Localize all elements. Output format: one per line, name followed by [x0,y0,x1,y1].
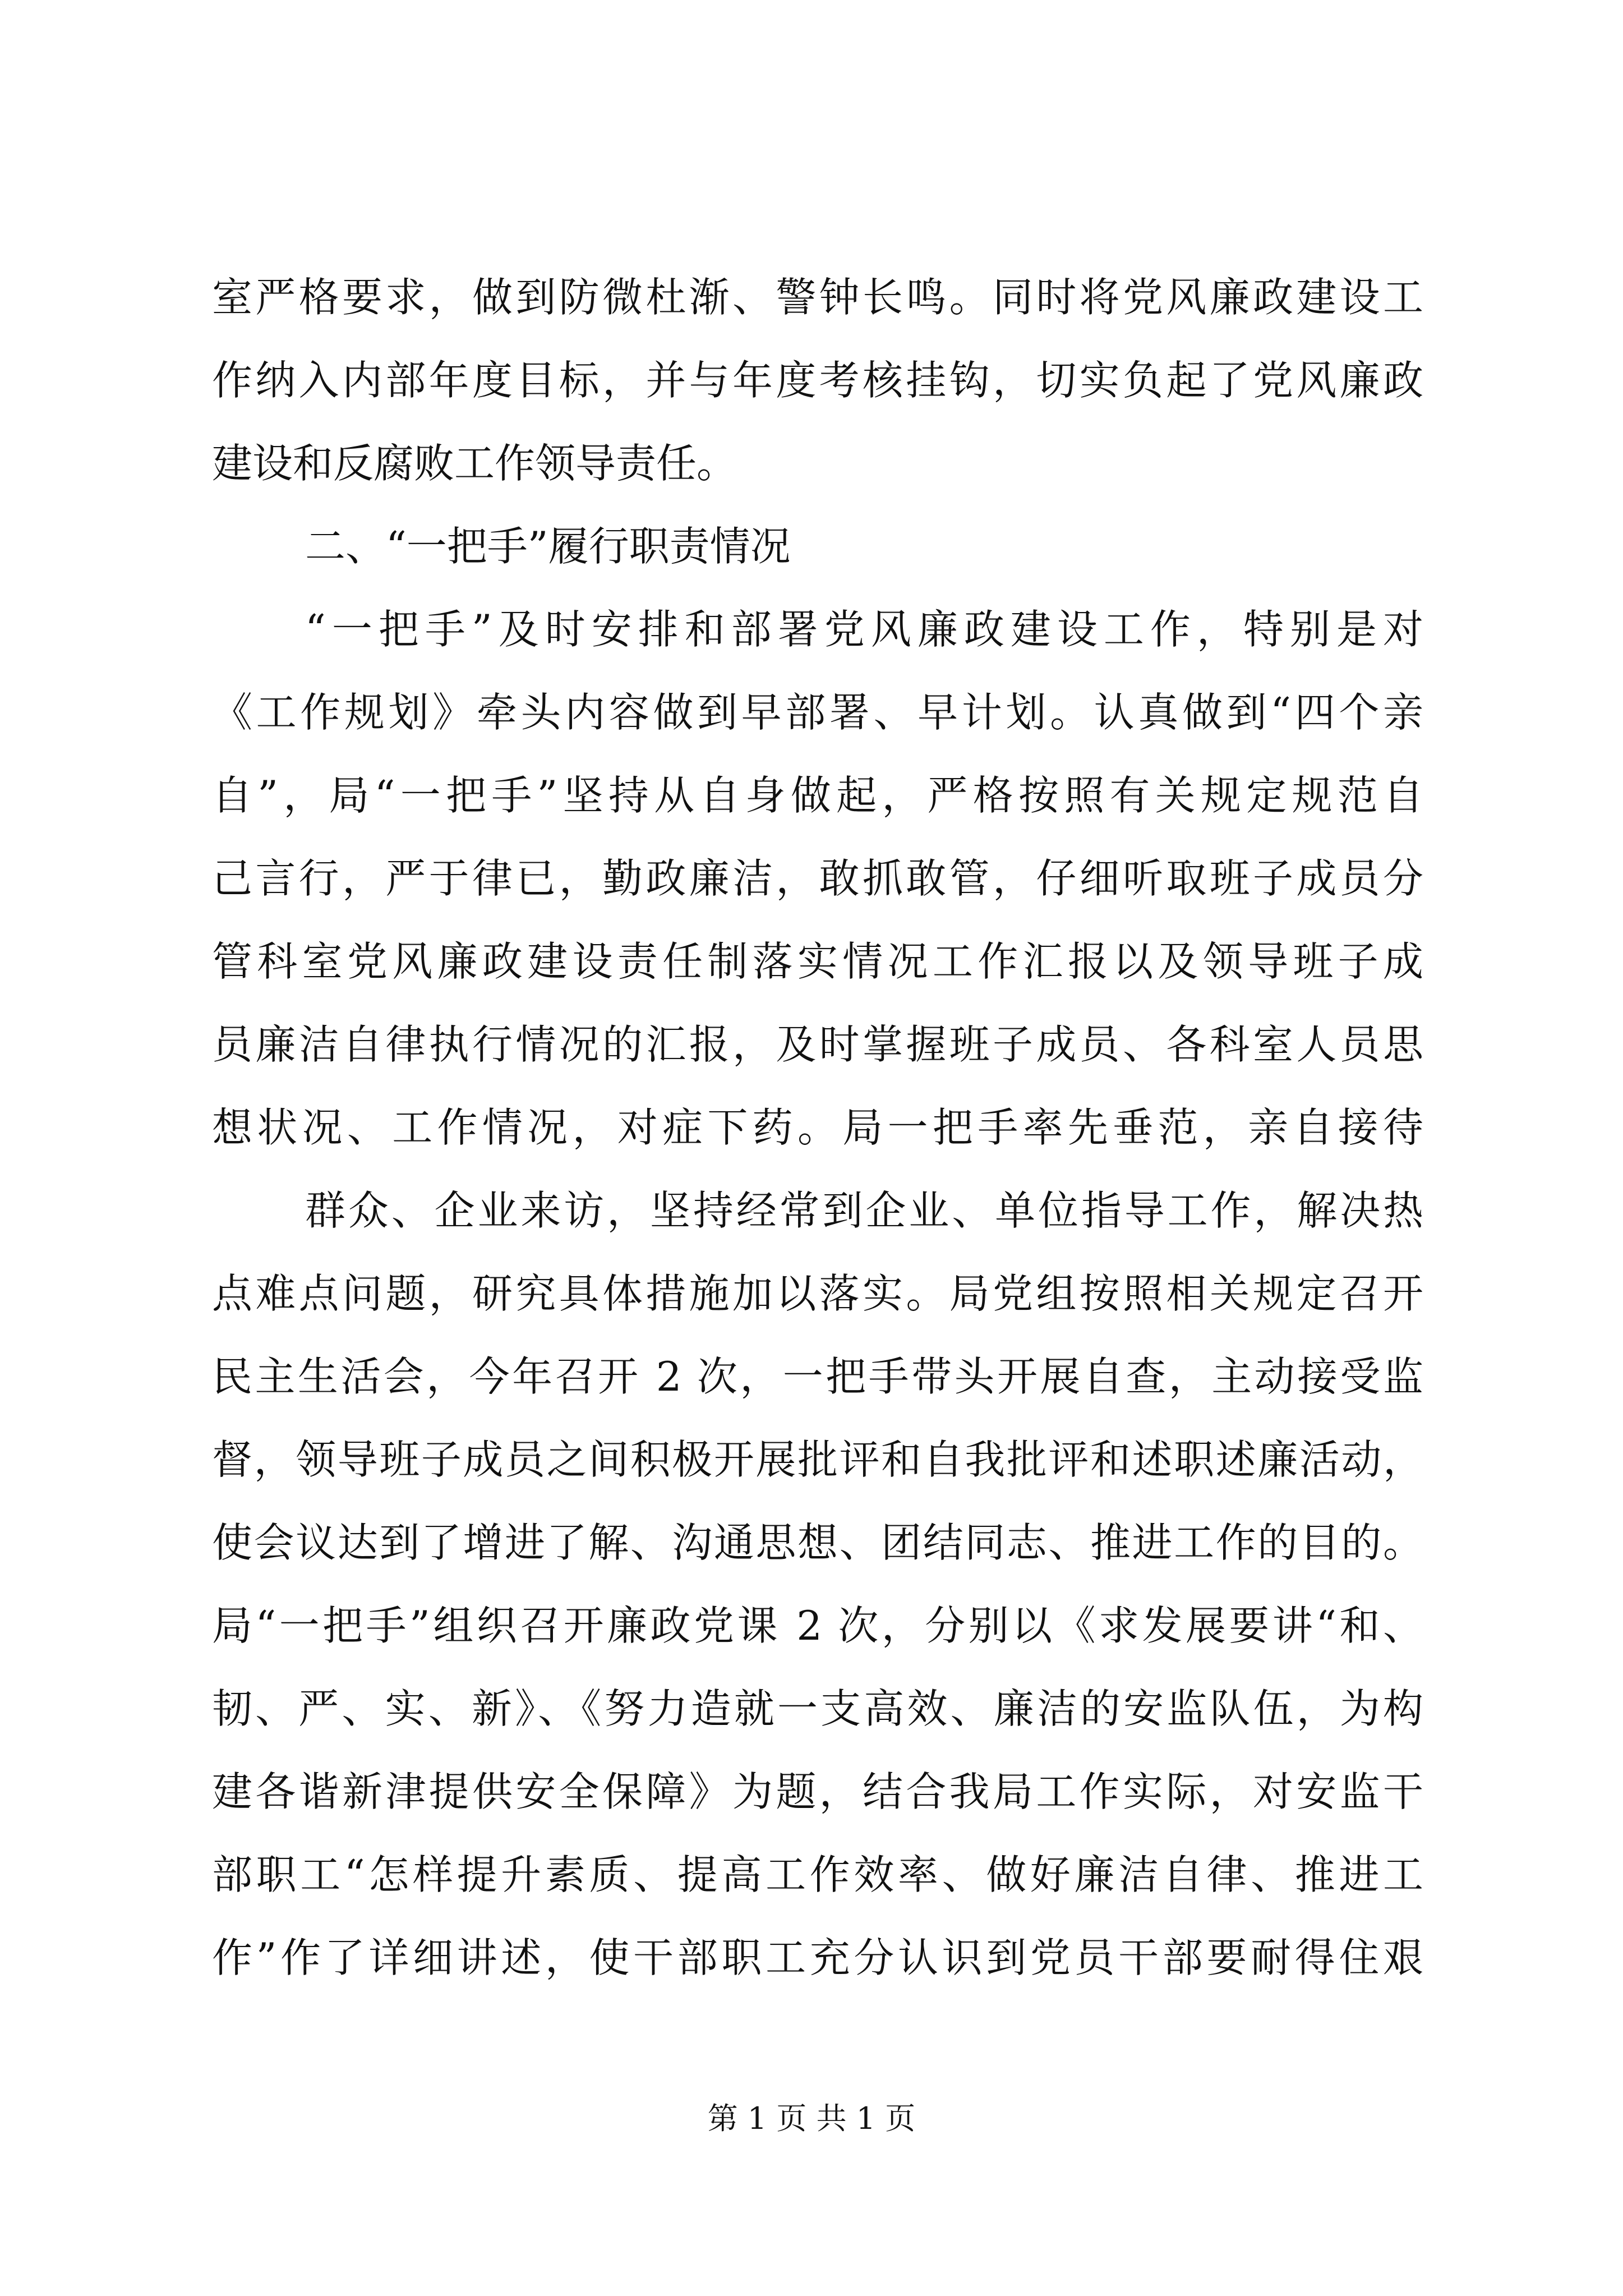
text-line: 民主生活会，今年召开 2 次，一把手带头开展自查，主动接受监 [212,1353,1423,1400]
text-line: 建各谐新津提供安全保障》为题，结合我局工作实际，对安监干 [212,1768,1423,1815]
section-heading: 二、“一把手”履行职责情况 [305,523,791,570]
document-body [212,256,1423,1999]
text-line: 使会议达到了增进了解、沟通思想、团结同志、推进工作的目的。 [212,1519,1423,1566]
page-footer: 第 1 页 共 1 页 [707,2101,916,2136]
text-line: 室严格要求，做到防微杜渐、警钟长鸣。同时将党风廉政建设工 [212,274,1423,321]
text-line: 作”作了详细讲述，使干部职工充分认识到党员干部要耐得住艰 [212,1934,1423,1981]
text-line: 群众、企业来访，坚持经常到企业、单位指导工作，解决热 [305,1187,1423,1234]
text-line: 督，领导班子成员之间积极开展批评和自我批评和述职述廉活动， [212,1436,1423,1483]
text-line: 己言行，严于律已，勤政廉洁，敢抓敢管，仔细听取班子成员分 [212,855,1423,902]
text-line: 建设和反腐败工作领导责任。 [212,440,737,487]
text-line: 《工作规划》牵头内容做到早部署、早计划。认真做到“四个亲 [212,689,1423,736]
text-line: 想状况、工作情况，对症下药。局一把手率先垂范，亲自接待 [212,1104,1423,1151]
text-line: 局“一把手”组织召开廉政党课 2 次，分别以《求发展要讲“和、 [212,1602,1423,1649]
text-line: 点难点问题，研究具体措施加以落实。局党组按照相关规定召开 [212,1270,1423,1317]
text-line: 部职工“怎样提升素质、提高工作效率、做好廉洁自律、推进工 [212,1851,1423,1898]
text-line: 员廉洁自律执行情况的汇报，及时掌握班子成员、各科室人员思 [212,1021,1423,1068]
text-line: 自”，局“一把手”坚持从自身做起，严格按照有关规定规范自 [212,772,1423,819]
text-line: 管科室党风廉政建设责任制落实情况工作汇报以及领导班子成 [212,938,1423,985]
text-line: “一把手”及时安排和部署党风廉政建设工作，特别是对 [305,606,1423,653]
text-line: 韧、严、实、新》、《努力造就一支高效、廉洁的安监队伍，为构 [212,1685,1423,1732]
text-line: 作纳入内部年度目标，并与年度考核挂钩，切实负起了党风廉政 [212,357,1423,404]
